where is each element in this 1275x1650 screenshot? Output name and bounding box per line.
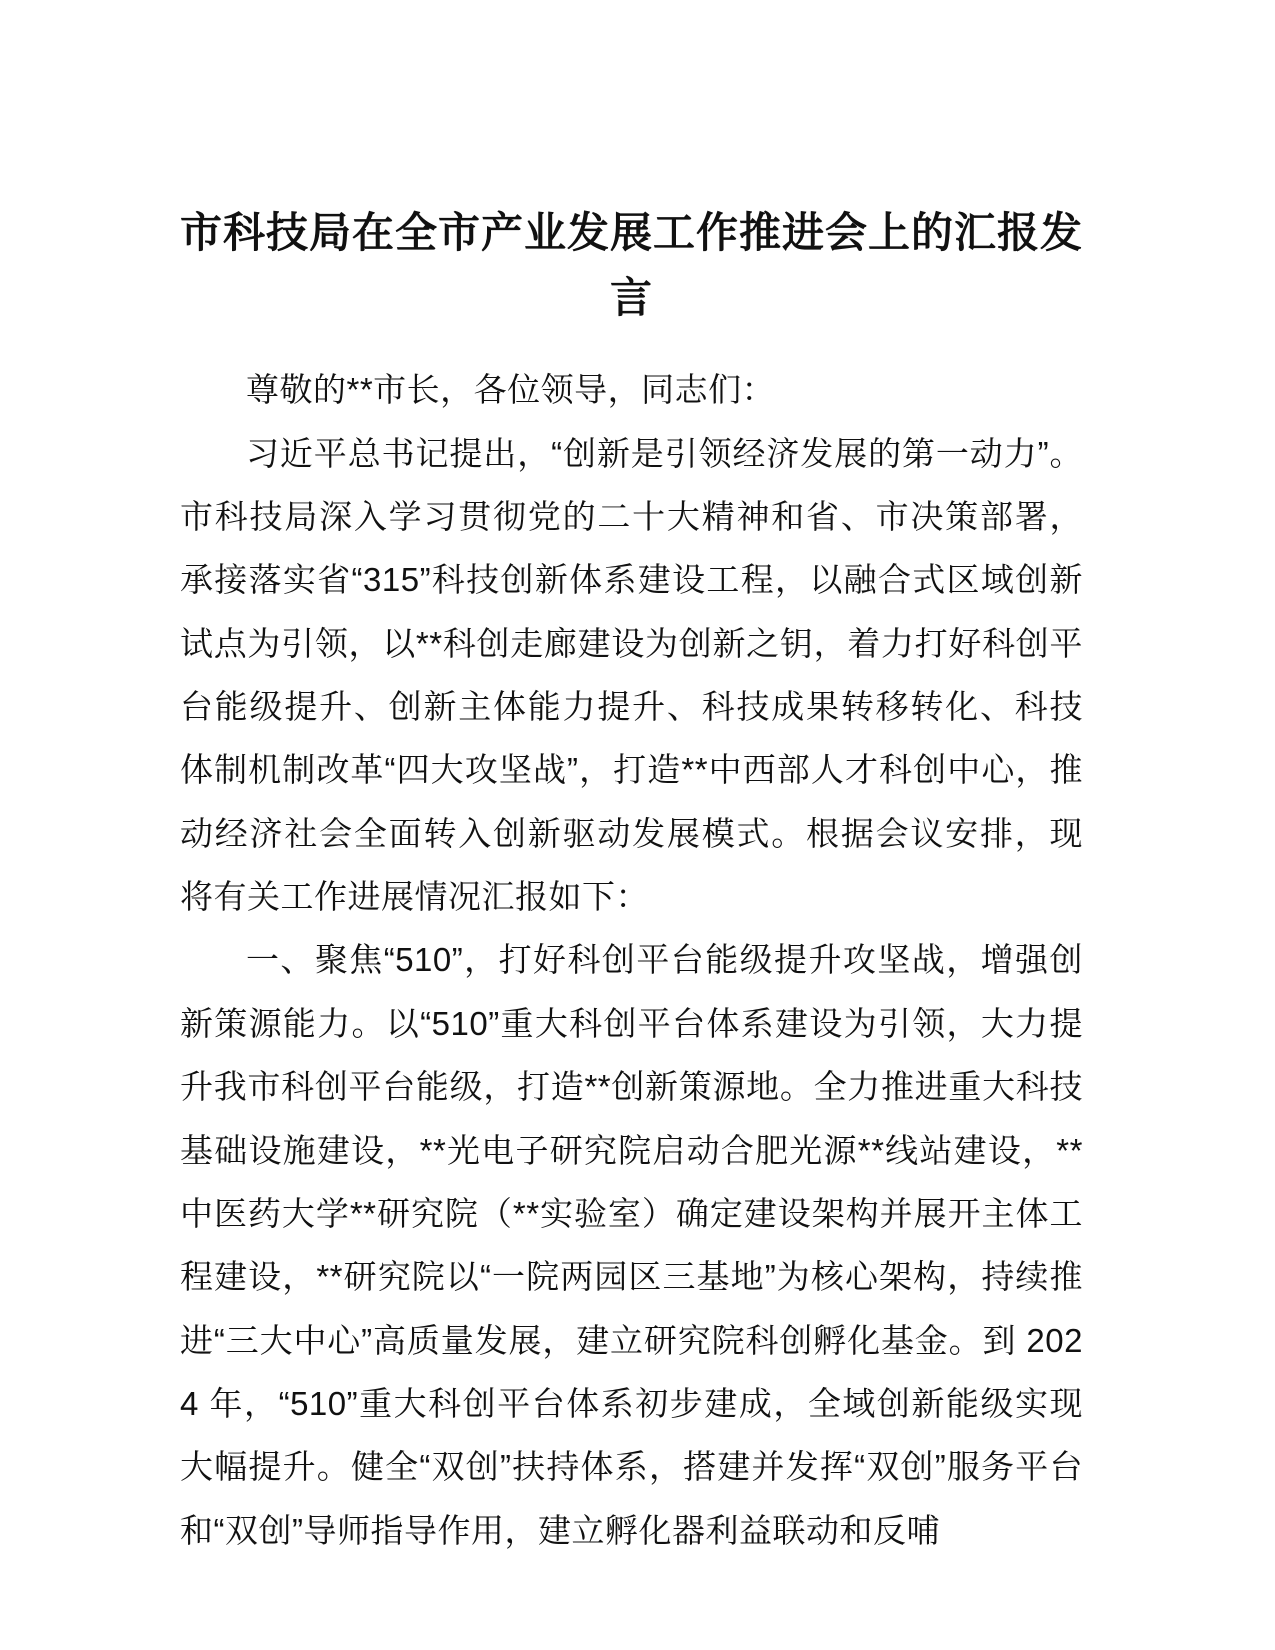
document-body: [180, 358, 1083, 1562]
paragraph-intro: 习近平总书记提出，“创新是引领经济发展的第一动力”。市科技局深入学习贯彻党的二十大精神和省、市决策部署，承接落实省“315”科技创新体系建设工程，以融合式区域创新试点为引领，以**科创走廊建设为创新之钥，着力打好科创平台能级提升、创新主体能力提升、科技成果转移转化、科技体制机制改革“四大攻坚战”，打造**中西部人才科创中心，推动经济社会全面转入创新驱动发展模式。根据会议安排，现将有关工作进展情况汇报如下：: [180, 434, 1083, 916]
document-title: 市科技局在全市产业发展工作推进会上的汇报发言: [180, 209, 1084, 322]
paragraph-greeting: 尊敬的**市长，各位领导，同志们：: [246, 371, 776, 409]
paragraph-section-one: 一、聚焦“510”，打好科创平台能级提升攻坚战，增强创新策源能力。以“510”重大科创平台体系建设为引领，大力提升我市科创平台能级，打造**创新策源地。全力推进重大科技基础设施建设，**光电子研究院启动合肥光源**线站建设，**中医药大学**研究院（**实验室）确定建设架构并展开主体工程建设，**研究院以“一院两园区三基地”为核心架构，持续推进“三大中心”高质量发展，建立研究院科创孵化基金。到 2024 年，“510”重大科创平台体系初步建成，全域创新能级实现大幅提升。健全“双创”扶持体系，搭建并发挥“双创”服务平台和“双创”导师指导作用，建立孵化器利益联动和反哺: [180, 941, 1083, 1549]
